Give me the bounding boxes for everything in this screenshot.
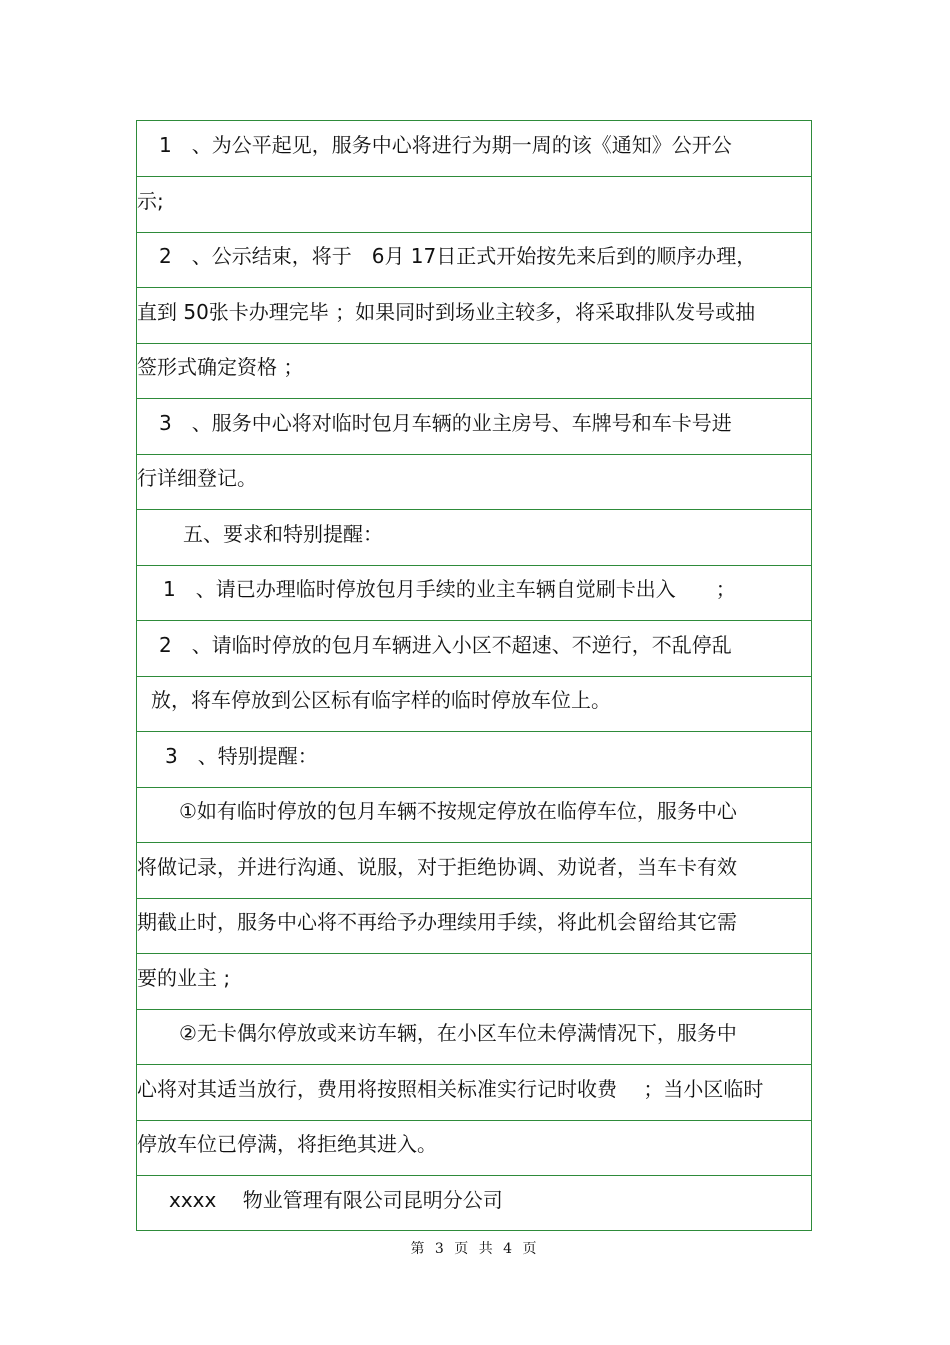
notice-line: 1 、请已办理临时停放包月手续的业主车辆自觉刷卡出入 ； xyxy=(163,577,736,601)
table-row xyxy=(137,787,811,843)
table-row xyxy=(137,121,811,177)
table-row xyxy=(137,454,811,510)
notice-line: ①如有临时停放的包月车辆不按规定停放在临停车位，服务中心 xyxy=(179,799,737,823)
notice-line: 示; xyxy=(137,189,164,213)
table-row xyxy=(137,732,811,788)
table-row xyxy=(137,898,811,954)
notice-line: 期截止时，服务中心将不再给予办理续用手续，将此机会留给其它需 xyxy=(137,910,737,934)
table-row xyxy=(137,565,811,621)
table-row xyxy=(137,1009,811,1065)
table-row xyxy=(137,1120,811,1176)
table-row xyxy=(137,621,811,677)
notice-line: 心将对其适当放行，费用将按照相关标准实行记时收费 ；当小区临时 xyxy=(137,1077,764,1101)
table-row xyxy=(137,1176,811,1232)
notice-line: 签形式确定资格 ； xyxy=(137,355,304,379)
section-heading: 五、要求和特别提醒： xyxy=(183,522,383,546)
notice-line: 2 、公示结束，将于 6月 17日正式开始按先来后到的顺序办理， xyxy=(159,244,757,268)
notice-line: 直到 50张卡办理完毕 ；如果同时到场业主较多，将采取排队发号或抽 xyxy=(137,300,756,324)
table-row xyxy=(137,177,811,233)
table-row xyxy=(137,510,811,566)
table-row xyxy=(137,1065,811,1121)
document-table xyxy=(136,120,812,1231)
notice-line: 将做记录，并进行沟通、说服，对于拒绝协调、劝说者，当车卡有效 xyxy=(137,855,737,879)
notice-line: 行详细登记。 xyxy=(137,466,257,490)
table-row xyxy=(137,288,811,344)
notice-line: 3 、特别提醒： xyxy=(165,744,318,768)
signature-line: xxxx 物业管理有限公司昆明分公司 xyxy=(169,1188,503,1212)
notice-line: 2 、请临时停放的包月车辆进入小区不超速、不逆行，不乱停乱 xyxy=(159,633,732,657)
table-row xyxy=(137,343,811,399)
table-row xyxy=(137,399,811,455)
notice-line: 3 、服务中心将对临时包月车辆的业主房号、车牌号和车卡号进 xyxy=(159,411,732,435)
table-row xyxy=(137,232,811,288)
table-row xyxy=(137,843,811,899)
table-row xyxy=(137,676,811,732)
notice-line: 1 、为公平起见，服务中心将进行为期一周的该《通知》公开公 xyxy=(159,133,732,157)
notice-line: ②无卡偶尔停放或来访车辆，在小区车位未停满情况下，服务中 xyxy=(179,1021,737,1045)
page-number: 第 3 页 共 4 页 xyxy=(410,1241,540,1257)
notice-line: 要的业主 ; xyxy=(137,966,231,990)
table-row xyxy=(137,954,811,1010)
notice-line: 放，将车停放到公区标有临字样的临时停放车位上。 xyxy=(151,688,611,712)
notice-line: 停放车位已停满，将拒绝其进入。 xyxy=(137,1132,437,1156)
